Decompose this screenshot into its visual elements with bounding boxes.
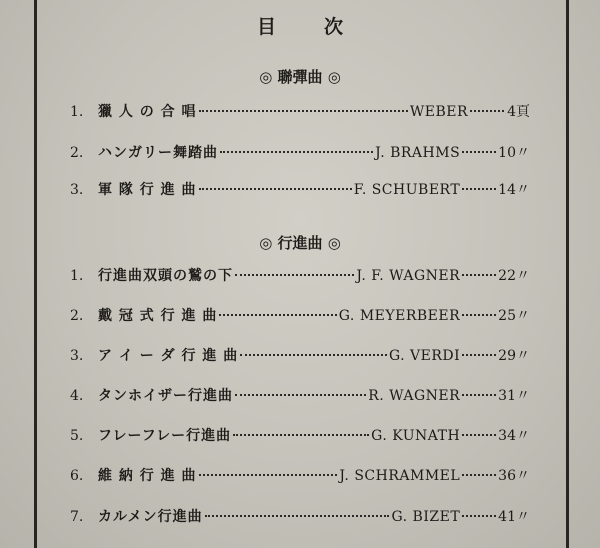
dot-leader bbox=[199, 110, 408, 112]
entry-title: カルメン行進曲 bbox=[98, 509, 203, 525]
dot-leader bbox=[462, 314, 496, 316]
dot-leader bbox=[462, 515, 496, 517]
toc-entry bbox=[70, 385, 530, 407]
entry-composer: G. VERDI bbox=[388, 348, 461, 364]
dot-leader bbox=[462, 394, 496, 396]
entry-page: 4頁 bbox=[507, 104, 530, 120]
entry-page: 36〃 bbox=[498, 468, 530, 484]
section-heading-duet: ◎ 聯彈曲 ◎ bbox=[259, 68, 341, 86]
toc-entry bbox=[70, 305, 530, 327]
dot-leader bbox=[199, 474, 338, 476]
entry-number: 4. bbox=[70, 388, 84, 404]
toc-entry bbox=[70, 345, 530, 367]
entry-page: 25〃 bbox=[498, 308, 530, 324]
dot-leader bbox=[462, 354, 496, 356]
entry-title: 維 納 行 進 曲 bbox=[98, 468, 197, 484]
dot-leader bbox=[199, 188, 352, 190]
entry-page: 41〃 bbox=[498, 509, 530, 525]
entry-page: 22〃 bbox=[498, 268, 530, 284]
toc-entry bbox=[70, 465, 530, 487]
entry-number: 2. bbox=[70, 308, 84, 324]
dot-leader bbox=[240, 354, 387, 356]
entry-number: 7. bbox=[70, 509, 84, 525]
toc-entry bbox=[70, 142, 530, 164]
dot-leader bbox=[219, 314, 336, 316]
entry-composer: G. BIZET bbox=[391, 509, 461, 525]
entry-title: 戴 冠 式 行 進 曲 bbox=[98, 308, 218, 324]
entry-composer: G. KUNATH bbox=[371, 428, 461, 444]
entry-title: タンホイザー行進曲 bbox=[98, 388, 233, 404]
toc-entry bbox=[70, 179, 530, 201]
toc-entry bbox=[70, 506, 530, 528]
entry-composer: J. F. WAGNER bbox=[356, 268, 461, 284]
dot-leader bbox=[462, 474, 496, 476]
entry-page: 29〃 bbox=[498, 348, 530, 364]
entry-number: 3. bbox=[70, 182, 84, 198]
section-heading-march: ◎ 行進曲 ◎ bbox=[259, 234, 341, 252]
dot-leader bbox=[233, 434, 369, 436]
entry-page: 31〃 bbox=[498, 388, 530, 404]
entry-number: 5. bbox=[70, 428, 84, 444]
dot-leader bbox=[235, 274, 354, 276]
entry-number: 6. bbox=[70, 468, 84, 484]
entry-number: 2. bbox=[70, 145, 84, 161]
dot-leader bbox=[462, 434, 496, 436]
dot-leader bbox=[205, 515, 390, 517]
entry-composer: F. SCHUBERT bbox=[353, 182, 461, 198]
entry-title: 行進曲双頭の鷲の下 bbox=[98, 268, 233, 284]
entry-composer: WEBER bbox=[409, 104, 468, 120]
entry-composer: J. BRAHMS bbox=[375, 145, 461, 161]
entry-title: フレーフレー行進曲 bbox=[98, 428, 232, 444]
toc-entry bbox=[70, 425, 530, 447]
entry-number: 1. bbox=[70, 104, 84, 120]
entry-page: 10〃 bbox=[498, 145, 530, 161]
dot-leader bbox=[235, 394, 366, 396]
entry-composer: R. WAGNER bbox=[368, 388, 461, 404]
entry-number: 3. bbox=[70, 348, 84, 364]
dot-leader bbox=[220, 151, 373, 153]
entry-composer: J. SCHRAMMEL bbox=[339, 468, 461, 484]
page-title: 目次 bbox=[256, 16, 391, 38]
entry-page: 14〃 bbox=[498, 182, 530, 198]
entry-title: ア イ ー ダ 行 進 曲 bbox=[98, 348, 239, 364]
dot-leader bbox=[462, 151, 496, 153]
entry-title: ハンガリー舞踏曲 bbox=[98, 145, 218, 161]
dot-leader bbox=[462, 274, 496, 276]
toc-entry bbox=[70, 101, 530, 123]
dot-leader bbox=[462, 188, 496, 190]
entry-page: 34〃 bbox=[498, 428, 530, 444]
entry-number: 1. bbox=[70, 268, 84, 284]
entry-title: 軍 隊 行 進 曲 bbox=[98, 182, 197, 198]
entry-title: 獵 人 の 合 唱 bbox=[98, 104, 197, 120]
toc-entry bbox=[70, 265, 530, 287]
dot-leader bbox=[470, 110, 504, 112]
entry-composer: G. MEYERBEER bbox=[338, 308, 461, 324]
